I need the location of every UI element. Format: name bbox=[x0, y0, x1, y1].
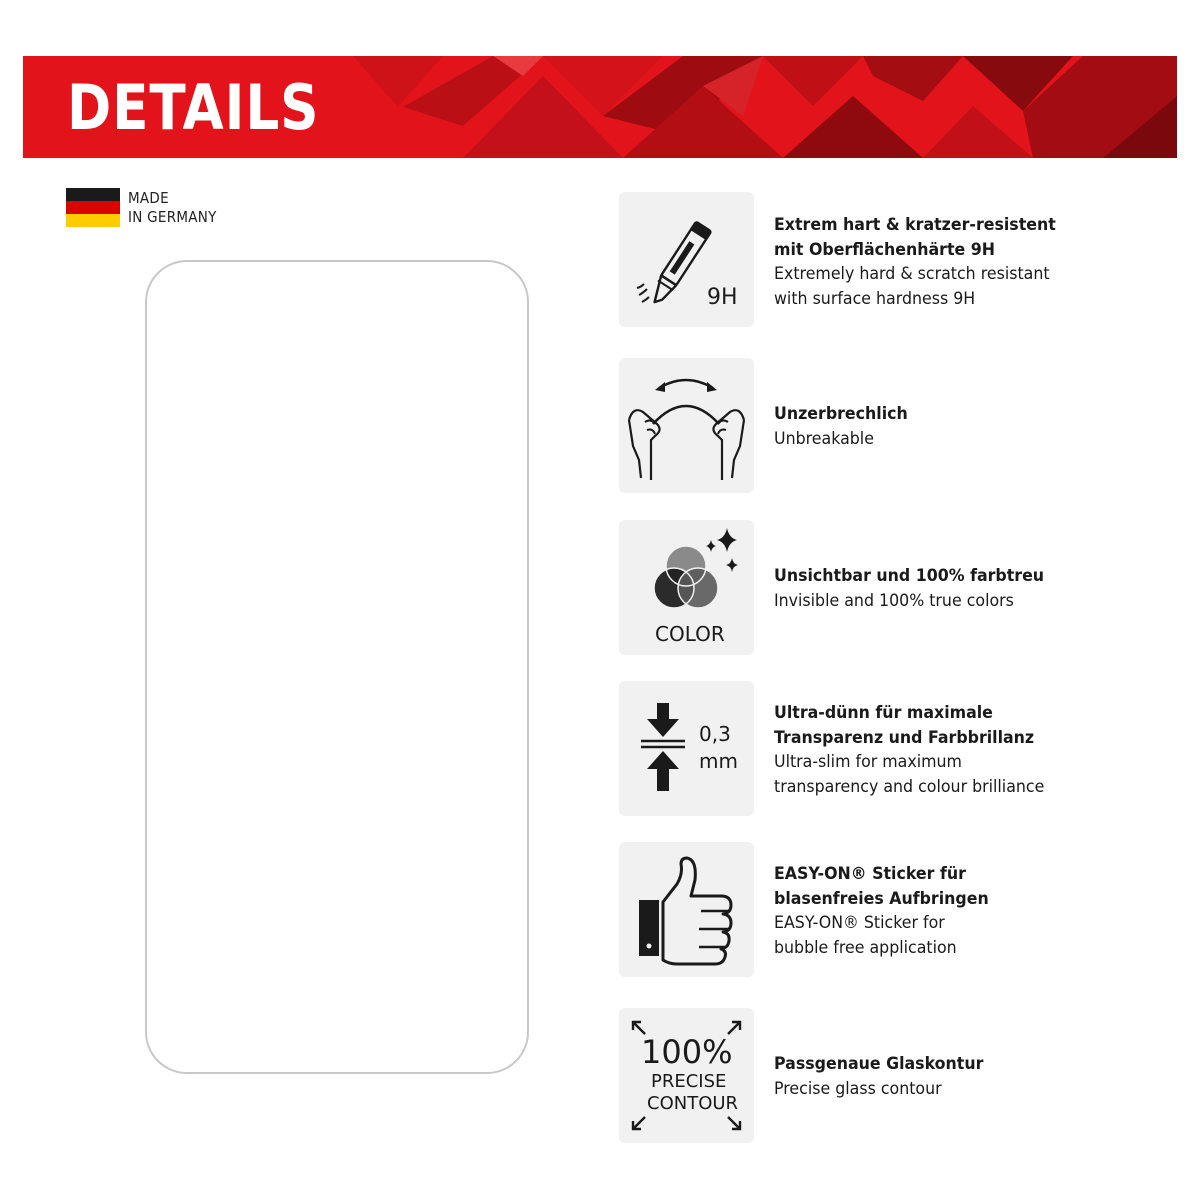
feature-text bbox=[774, 862, 989, 960]
feature-title-en: EASY-ON® Sticker for bbox=[774, 913, 945, 933]
icon-label-precise: PRECISE bbox=[651, 1071, 727, 1092]
feature-title-de-2: Transparenz und Farbbrillanz bbox=[774, 727, 1035, 748]
feature-text bbox=[774, 402, 908, 451]
feature-title-de-2: blasenfreies Aufbringen bbox=[774, 888, 989, 909]
feature-title-de: EASY-ON® Sticker für bbox=[774, 864, 966, 884]
feature-title-en: Precise glass contour bbox=[774, 1078, 942, 1099]
feature-title-de: Extrem hart & kratzer-resistent bbox=[774, 215, 1056, 235]
feature-title-en: Unbreakable bbox=[774, 428, 874, 449]
feature-text bbox=[774, 213, 1056, 311]
bending-glass-icon bbox=[619, 358, 754, 493]
icon-label-percent: 100% bbox=[641, 1033, 733, 1071]
screen-protector-outline bbox=[145, 260, 529, 1074]
feature-title-en-2: with surface hardness 9H bbox=[774, 288, 976, 309]
thumbs-up-icon bbox=[619, 842, 754, 977]
details-banner bbox=[23, 56, 1177, 158]
feature-text bbox=[774, 1052, 983, 1101]
feature-easy-on bbox=[619, 842, 1139, 977]
icon-box bbox=[619, 192, 754, 327]
feature-text bbox=[774, 564, 1044, 613]
icon-label-9h: 9H bbox=[707, 285, 738, 310]
feature-title-de: Unzerbrechlich bbox=[774, 404, 908, 424]
feature-title-en-2: transparency and colour brilliance bbox=[774, 776, 1045, 797]
feature-title-de: Ultra-dünn für maximale bbox=[774, 703, 993, 723]
feature-precise-contour bbox=[619, 1008, 1139, 1143]
icon-box bbox=[619, 358, 754, 493]
feature-title-en: Extremely hard & scratch resistant bbox=[774, 264, 1050, 284]
icon-box bbox=[619, 681, 754, 816]
page-title: DETAILS bbox=[67, 71, 320, 144]
feature-title-en: Ultra-slim for maximum bbox=[774, 752, 962, 772]
feature-title-de: Unsichtbar und 100% farbtreu bbox=[774, 566, 1045, 586]
germany-flag-icon bbox=[66, 188, 120, 227]
icon-label-contour: CONTOUR bbox=[647, 1093, 739, 1114]
icon-label-unit: mm bbox=[699, 749, 738, 773]
feature-hardness bbox=[619, 192, 1139, 327]
feature-unbreakable bbox=[619, 358, 1139, 493]
icon-box bbox=[619, 842, 754, 977]
icon-label-color: COLOR bbox=[655, 622, 725, 646]
feature-title-de-2: mit Oberflächenhärte 9H bbox=[774, 239, 995, 260]
icon-box bbox=[619, 1008, 754, 1143]
origin-line-1: MADE bbox=[128, 189, 169, 207]
icon-label-thickness: 0,3 bbox=[699, 722, 731, 746]
feature-text bbox=[774, 701, 1044, 799]
icon-box bbox=[619, 520, 754, 655]
origin-text bbox=[128, 189, 217, 227]
feature-title-de: Passgenaue Glaskontur bbox=[774, 1054, 984, 1074]
feature-title-en-2: bubble free application bbox=[774, 937, 957, 958]
feature-ultra-slim bbox=[619, 681, 1139, 816]
feature-color bbox=[619, 520, 1139, 655]
feature-title-en: Invisible and 100% true colors bbox=[774, 590, 1014, 611]
origin-line-2: IN GERMANY bbox=[128, 208, 217, 226]
made-in-germany-badge bbox=[66, 188, 286, 230]
